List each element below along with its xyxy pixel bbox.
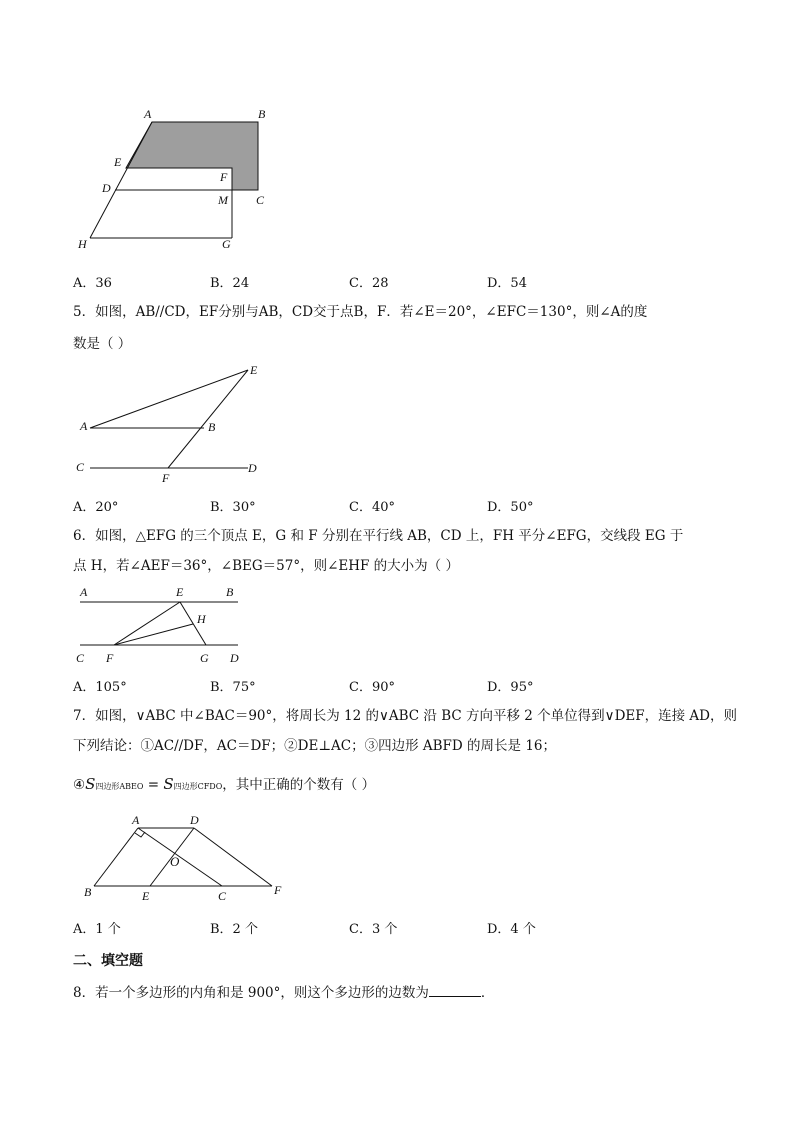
q4-option-d[interactable]: D．54	[487, 276, 527, 291]
label-D: D	[248, 461, 257, 475]
q5-option-a[interactable]: A．20°	[73, 500, 119, 515]
q4-option-b[interactable]: B．24	[210, 276, 250, 291]
q5-option-d[interactable]: D．50°	[487, 500, 534, 515]
q5-option-c[interactable]: C．40°	[349, 500, 395, 515]
label-E: E	[114, 155, 122, 169]
q7-item4-marker: ④	[73, 777, 86, 793]
label-F: F	[274, 883, 282, 897]
q7-option-a[interactable]: A．1 个	[73, 922, 121, 937]
q6-option-c[interactable]: C．90°	[349, 680, 395, 695]
label-D: D	[102, 181, 111, 195]
label-G: G	[200, 651, 209, 665]
label-A: A	[132, 813, 140, 827]
q8-question: 8．若一个多边形的内角和是 900°，则这个多边形的边数为	[73, 985, 429, 1001]
shaded-region	[126, 122, 258, 190]
label-C: C	[256, 193, 265, 207]
label-H: H	[197, 612, 206, 626]
label-E: E	[250, 363, 258, 377]
q4-option-a[interactable]: A．36	[73, 276, 112, 291]
label-H: H	[78, 237, 87, 251]
label-B: B	[258, 107, 266, 121]
label-C: C	[76, 460, 85, 474]
q8-period: ．	[480, 985, 495, 1001]
label-A: A	[80, 585, 88, 599]
q7-line3-suffix: ，其中正确的个数有（ ）	[222, 777, 376, 793]
label-D: D	[230, 651, 239, 665]
label-C: C	[76, 651, 85, 665]
q7-option-b[interactable]: B．2 个	[210, 922, 258, 937]
q6-option-b[interactable]: B．75°	[210, 680, 256, 695]
q6-text-line2: 点 H，若∠AEF＝36°，∠BEG＝57°，则∠EHF 的大小为（ ）	[73, 558, 459, 574]
label-F: F	[106, 651, 114, 665]
section-title-fill-in: 二、填空题	[73, 953, 143, 969]
label-F: F	[220, 170, 228, 184]
label-F: F	[162, 471, 170, 485]
q6-option-a[interactable]: A．105°	[73, 680, 127, 695]
q7-option-d[interactable]: D．4 个	[487, 922, 536, 937]
label-O: O	[170, 854, 180, 869]
figure-q7	[80, 808, 300, 908]
q8-text	[73, 982, 494, 1003]
q7-text-line3: ④S四边形ABEO = S四边形CFDO，其中正确的个数有（ ）	[73, 775, 376, 793]
q7-text-line2: 下列结论：①AC//DF，AC＝DF；②DE⊥AC；③四边形 ABFD 的周长是 16；	[73, 738, 557, 754]
q5-option-b[interactable]: B．30°	[210, 500, 256, 515]
label-D: D	[190, 813, 199, 827]
label-G: G	[222, 237, 231, 251]
area-sub-1: 四边形ABEO	[95, 782, 144, 791]
q6-text-line1: 6．如图，△EFG 的三个顶点 E，G 和 F 分别在平行线 AB，CD 上，FH 平分∠EFG，交线段 EG 于	[73, 528, 684, 544]
q8-answer-blank[interactable]	[429, 982, 481, 997]
area-symbol-2: S	[163, 775, 174, 793]
label-E: E	[176, 585, 184, 599]
q7-option-c[interactable]: C．3 个	[349, 922, 398, 937]
area-sub-2: 四边形CFDO	[173, 782, 223, 791]
figure-q5	[70, 360, 280, 490]
label-E: E	[142, 889, 150, 903]
right-angle-mark	[135, 832, 145, 837]
label-C: C	[218, 889, 227, 903]
q6-option-d[interactable]: D．95°	[487, 680, 534, 695]
label-M: M	[218, 193, 228, 207]
figure-q4	[70, 100, 290, 260]
label-B: B	[226, 585, 234, 599]
q4-option-c[interactable]: C．28	[349, 276, 389, 291]
area-symbol: S	[85, 775, 96, 793]
label-B: B	[208, 420, 216, 434]
label-A: A	[144, 107, 152, 121]
label-A: A	[80, 419, 88, 433]
q5-text-line1: 5．如图，AB//CD，EF分别与AB，CD交于点B，F．若∠E＝20°，∠EFC＝130°，则∠A的度	[73, 304, 648, 320]
q5-text-line2: 数是（ ）	[73, 336, 132, 352]
label-B: B	[84, 885, 92, 899]
figure-q6	[70, 582, 260, 670]
q7-text-line1: 7．如图，∨ABC 中∠BAC＝90°，将周长为 12 的∨ABC 沿 BC 方向平移 2 个单位得到∨DEF，连接 AD，则	[73, 708, 737, 724]
